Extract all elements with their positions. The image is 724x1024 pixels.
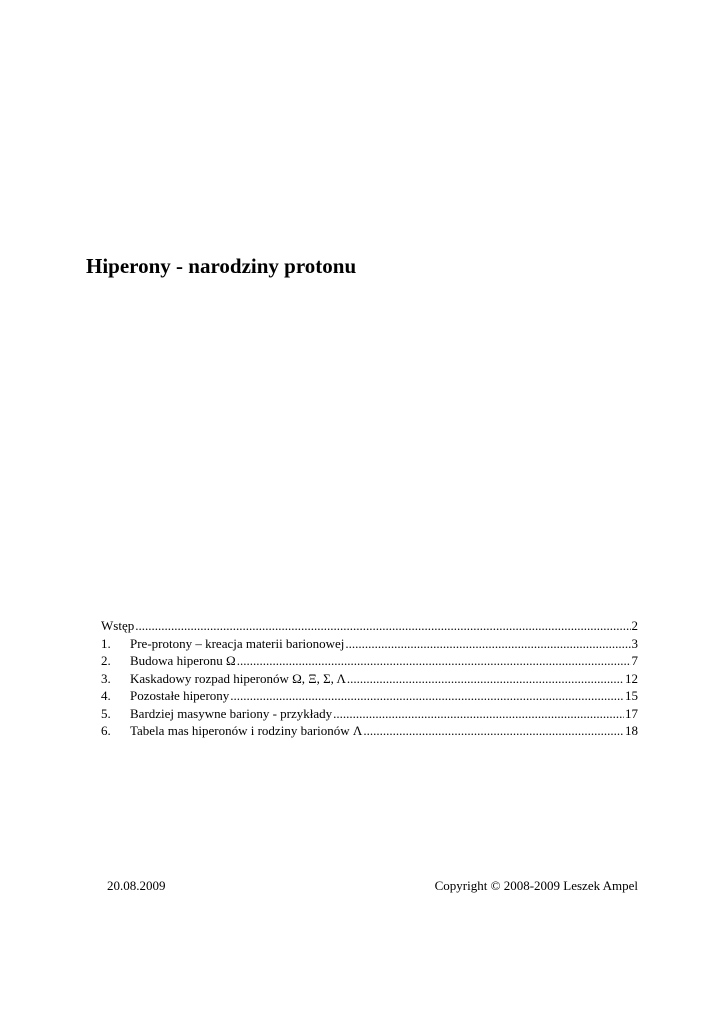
toc-entry-number: 6. — [101, 723, 111, 738]
toc-entry-intro[interactable] — [101, 617, 638, 635]
toc-entry-6[interactable] — [101, 722, 638, 740]
toc-entry-number: 5. — [101, 705, 111, 721]
toc-entry-text: Wstęp — [101, 618, 135, 633]
toc-entry-text: Pre-protony – kreacja materii barionowej — [130, 635, 345, 651]
toc-dot-leader — [363, 722, 624, 740]
toc-dot-leader — [345, 635, 630, 653]
toc-dot-leader — [347, 670, 624, 688]
toc-entry-text: Pozostałe hiperony — [130, 688, 230, 703]
toc-entry-2[interactable] — [101, 652, 638, 670]
footer-copyright: Copyright © 2008-2009 Leszek Ampel — [434, 878, 638, 893]
toc-entry-text: Budowa hiperonu Ω — [130, 653, 236, 668]
toc-entry-3[interactable] — [101, 670, 638, 688]
toc-entry-1[interactable] — [101, 635, 638, 653]
toc-page-number: 2 — [631, 618, 638, 633]
toc-entry-text: Tabela mas hiperonów i rodziny barionów Λ — [130, 723, 363, 738]
toc-dot-leader — [135, 617, 630, 635]
toc-page-number: 7 — [631, 653, 638, 668]
toc-entry-4[interactable] — [101, 687, 638, 705]
table-of-contents — [101, 617, 638, 740]
toc-entry-number: 2. — [101, 653, 111, 668]
toc-page-number: 17 — [625, 705, 638, 721]
toc-dot-leader — [230, 687, 624, 705]
footer-date: 20.08.2009 — [107, 878, 166, 893]
toc-entry-number: 1. — [101, 635, 111, 651]
toc-page-number: 18 — [625, 723, 638, 738]
toc-entry-5[interactable] — [101, 705, 638, 723]
toc-page-number: 3 — [631, 635, 638, 651]
toc-entry-number: 4. — [101, 688, 111, 703]
toc-page-number: 12 — [625, 670, 638, 686]
toc-page-number: 15 — [625, 688, 638, 703]
toc-entry-text: Kaskadowy rozpad hiperonów Ω, Ξ, Σ, Λ — [130, 670, 346, 686]
toc-entry-number: 3. — [101, 670, 111, 686]
toc-dot-leader — [237, 652, 631, 670]
toc-dot-leader — [333, 705, 624, 723]
toc-entry-text: Bardziej masywne bariony - przykłady — [130, 705, 333, 721]
document-title: Hiperony - narodziny protonu — [86, 254, 357, 278]
